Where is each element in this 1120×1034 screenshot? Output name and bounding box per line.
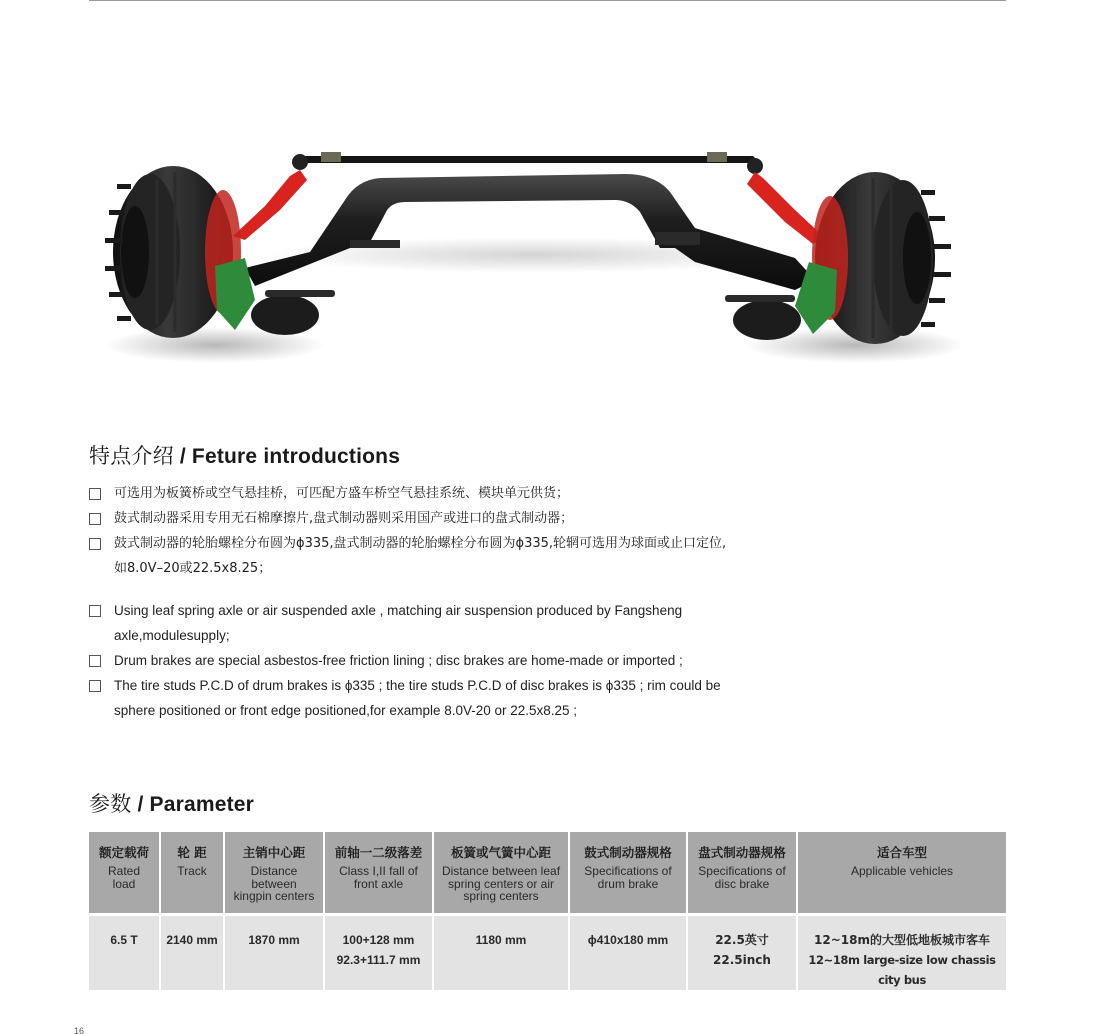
cell-drum-brake: ϕ410x180 mm — [569, 916, 687, 990]
steering-arm-left — [233, 170, 307, 240]
cell-applicable-vehicles: 12~18m的大型低地板城市客车 12~18m large-size low chassis city bus — [797, 916, 1006, 990]
feature-item-cn: 可选用为板簧桥或空气悬挂桥，可匹配方盛车桥空气悬挂系统、模块单元供货； — [89, 481, 729, 506]
feature-item-en: The tire studs P.C.D of drum brakes is ϕ335 ; the tire studs P.C.D of disc brakes is ϕ335 ; rim could be sphere positioned or front edge positioned,for example 8.0V-20 or 22.5x8.25 ; — [89, 673, 729, 723]
cell-spring-centers: 1180 mm — [433, 916, 569, 990]
checkbox-icon — [89, 605, 101, 617]
parameter-title-cn: 参数 — [89, 792, 132, 816]
steering-arm-right — [747, 172, 825, 244]
cell-disc-brake: 22.5英寸 22.5inch — [687, 916, 797, 990]
parameter-table — [89, 832, 1006, 990]
checkbox-icon — [89, 488, 101, 500]
page-number: 16 — [74, 1026, 85, 1034]
cell-rated-load: 6.5 T — [89, 916, 160, 990]
cell-front-axle-fall: 100+128 mm 92.3+111.7 mm — [324, 916, 433, 990]
header-disc-brake: 盘式制动器规格 Specifications of disc brake — [687, 832, 797, 913]
header-drum-brake: 鼓式制动器规格 Specifications of drum brake — [569, 832, 687, 913]
features-title-en: / Feture introductions — [179, 445, 401, 468]
parameter-title-en: / Parameter — [137, 793, 255, 816]
parameter-title — [89, 788, 254, 818]
feature-item-cn: 鼓式制动器采用专用无石棉摩擦片,盘式制动器则采用国产或进口的盘式制动器； — [89, 506, 729, 531]
header-kingpin-distance: 主销中心距 Distance between kingpin centers — [224, 832, 324, 913]
header-track: 轮 距 Track — [160, 832, 224, 913]
header-spring-centers: 板簧或气簧中心距 Distance between leaf spring centers or air spring centers — [433, 832, 569, 913]
header-front-axle-fall: 前轴一二级落差 Class I,II fall of front axle — [324, 832, 433, 913]
front-axle-product-image — [95, 140, 965, 380]
checkbox-icon — [89, 680, 101, 692]
features-list-en — [89, 598, 729, 723]
feature-item-cn: 鼓式制动器的轮胎螺栓分布圆为ϕ335,盘式制动器的轮胎螺栓分布圆为ϕ335,轮辋可选用为球面或止口定位,如8.0V–20或22.5x8.25； — [89, 531, 729, 581]
cell-kingpin: 1870 mm — [224, 916, 324, 990]
table-row — [89, 916, 1006, 990]
top-rule — [89, 0, 1006, 1]
feature-item-en: Drum brakes are special asbestos-free friction lining ; disc brakes are home-made or imported ; — [89, 648, 729, 673]
header-applicable-vehicles: 适合车型 Applicable vehicles — [797, 832, 1006, 913]
features-title — [89, 440, 400, 470]
feature-item-en: Using leaf spring axle or air suspended axle , matching air suspension produced by Fangsheng axle,modulesupply; — [89, 598, 729, 648]
cell-track: 2140 mm — [160, 916, 224, 990]
tie-rod — [300, 156, 755, 163]
checkbox-icon — [89, 513, 101, 525]
features-title-cn: 特点介绍 — [89, 444, 174, 468]
checkbox-icon — [89, 655, 101, 667]
header-rated-load: 额定载荷 Rated load — [89, 832, 160, 913]
checkbox-icon — [89, 538, 101, 550]
features-list-cn — [89, 481, 729, 581]
table-header-row — [89, 832, 1006, 913]
